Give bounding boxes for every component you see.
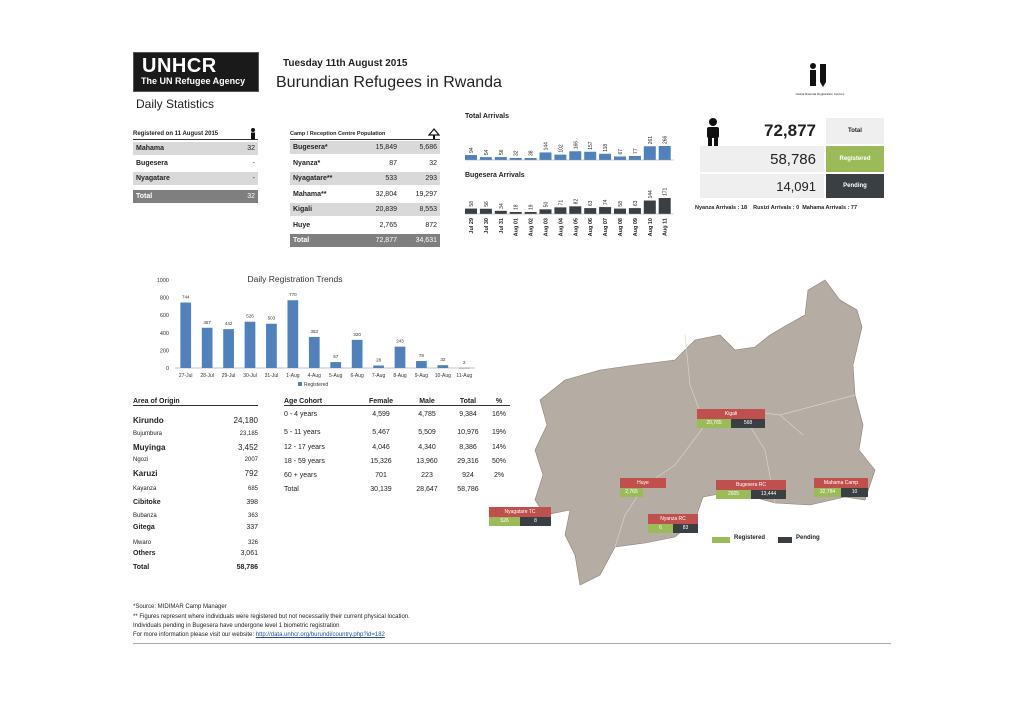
map-label-pending: 10 [841,488,868,497]
legend-registered-text: Registered [734,535,766,541]
age-cohort-row [284,429,510,436]
age-cohort-header [284,398,510,406]
logo-text: UNHCR [142,55,217,77]
area-of-origin-name: Gitega [133,524,155,531]
footer-more-info-text: For more information please visit our website: [133,632,255,638]
arrivals-date-label: Aug 11 [662,218,669,237]
trend-bar-value: 770 [289,292,297,298]
area-of-origin-value: 363 [247,513,258,519]
area-of-origin-value: 685 [247,486,258,492]
footer-source: *Source: MIDIMAR Camp Manager [133,604,227,610]
map-label-registered: 32,784 [814,488,841,497]
trend-x-tick: 31-Jul [264,373,279,379]
camp-row [290,172,440,185]
age-cohort-cell: 5 - 11 years [284,429,321,436]
bugesera-arrivals-bar [599,207,611,214]
bugesera-arrivals-title: Bugesera Arrivals [465,172,525,179]
age-cohort-cell: 18 - 59 years [284,458,325,465]
total-arrivals-bar [554,155,566,160]
age-cohort-header-cell: Total [459,398,477,405]
area-of-origin-row [133,540,258,546]
total-arrivals-value: 67 [618,148,624,155]
trend-y-tick: 800 [159,295,169,302]
area-of-origin-name: Mwaro [133,540,152,546]
total-arrivals-bar [614,156,626,160]
bugesera-arrivals-value: 18 [513,204,520,210]
trend-bar [202,328,213,368]
trend-bar [266,324,277,368]
age-cohort-cell: 19% [491,429,506,436]
area-of-origin-row [133,443,258,452]
age-cohort-header-cell: Age Cohort [284,398,323,405]
bugesera-arrivals-bar [659,198,671,214]
area-of-origin-value: 24,180 [233,416,258,425]
age-cohort-cell: 50% [491,458,506,465]
bugesera-arrivals-bar [644,201,656,214]
area-of-origin-name: Others [133,550,156,557]
trend-legend-text: Registered [304,382,329,388]
area-of-origin-name: Total [133,564,150,571]
total-arrivals-bar [569,151,581,160]
registered-row [133,172,258,185]
trend-bar-value: 67 [333,354,339,360]
pending-value: 14,091 [700,174,824,198]
total-arrivals-value: 157 [588,141,595,150]
age-cohort-cell: 924 [462,472,474,479]
trend-bar [245,322,256,368]
arrivals-date-label: Jul 29 [469,218,475,234]
bugesera-arrivals-bar [614,209,626,214]
age-cohort-row [284,411,510,418]
shelter-icon [428,128,440,140]
bugesera-arrivals-value: 34 [498,203,505,209]
age-cohort-cell [488,486,510,493]
camp-total-name: Total [293,237,310,244]
age-cohort-header-cell: % [495,398,503,405]
map-label-name: Nyanza RC [648,514,698,524]
registered-value: 58,786 [700,146,824,172]
trend-x-tick: 29-Jul [221,373,236,379]
arrivals-date-label: Aug 08 [618,218,624,237]
logo-subtitle: The UN Refugee Agency [141,76,246,86]
bugesera-arrivals-bar [510,212,522,214]
registered-row-value: - [252,160,255,167]
age-cohort-row [284,472,510,479]
bugesera-arrivals-bar [495,211,507,214]
arrivals-date-label: Aug 01 [513,218,520,237]
total-arrivals-bar [659,146,671,160]
camp-row-population: 2,765 [379,221,397,229]
camp-row [290,188,440,201]
age-cohort-cell: 14% [491,444,506,451]
footer-divider [133,643,891,644]
registered-row [133,142,258,155]
area-of-origin-name: Kayanza [133,486,157,492]
bugesera-arrivals-value: 19 [528,204,535,210]
trend-bar [330,362,341,368]
trend-bar-value: 320 [353,331,361,337]
age-cohort-cell: 4,785 [418,411,436,418]
total-arrivals-value: 32 [513,150,520,156]
trend-bar-value: 32 [440,357,446,363]
area-of-origin-name: Ngozi [133,457,149,463]
registered-row-value: 32 [247,145,255,152]
map-label-name: Nyagatare TC [489,507,551,517]
total-value: 72,877 [728,118,824,144]
area-of-origin-name: Karuzi [133,469,158,478]
arrivals-date-label: Aug 02 [528,218,535,237]
total-arrivals-bar [599,154,611,160]
total-arrivals-bar [495,157,507,160]
registered-row-name: Mahama [136,145,165,152]
registered-table-header [133,128,258,140]
summary-person-icon [703,118,723,146]
camp-row [290,157,440,170]
arrivals-date-label: Aug 05 [573,218,580,237]
age-cohort-cell: 8,386 [459,444,477,451]
bugesera-arrivals-bar [554,207,566,214]
arrivals-date-label: Jul 30 [483,218,490,234]
daily-registration-trends-chart [145,268,485,398]
camp-row-population: 20,839 [375,206,397,213]
bugesera-arrivals-value: 63 [632,200,639,207]
trend-bar [309,337,320,368]
registered-row-name: Nyagatare [136,175,170,182]
registered-row-value: - [252,175,255,182]
footer-note2: Individuals pending in Bugesera have undergone level 1 biometric registration [133,623,340,629]
map-label-name: Bugesera RC [716,480,786,490]
total-arrivals-bar [629,156,641,160]
total-arrivals-title: Total Arrivals [465,113,509,120]
bugesera-arrivals-value: 144 [647,190,654,199]
camp-total-secondary: 34,631 [415,237,437,244]
rwanda-map [525,275,925,595]
age-cohort-header-cell: Female [368,398,394,405]
bugesera-arrivals-value: 63 [588,200,595,207]
total-arrivals-bar [510,158,522,160]
age-cohort-cell: 5,509 [418,429,436,436]
age-cohort-cell: 223 [421,472,433,479]
camp-row-name: Mahama** [293,190,327,198]
trend-bar-value: 79 [418,353,424,359]
map-label-name: Huye [620,478,666,488]
trend-y-tick: 200 [159,348,169,355]
trend-x-tick: 30-Jul [243,373,257,379]
camp-row-population: 87 [389,159,397,167]
trend-y-tick: 0 [165,366,169,372]
registration-centre-caption: Global Rwanda Registration Centres [795,92,845,96]
registered-row [133,157,258,170]
trend-bar [288,300,299,368]
age-cohort-cell: 4,340 [418,444,436,451]
camp-row-name: Nyanza* [293,159,321,167]
area-of-origin-value: 337 [246,524,258,531]
trend-bar-value: 503 [267,315,276,321]
area-of-origin-value: 326 [247,540,258,546]
age-cohort-cell: 10,976 [457,429,479,436]
map-label-name: Kigali [697,409,765,419]
map-label-name: Mahama Camp [814,478,868,488]
registered-total-row [133,190,258,203]
registered-header-text: Registered on 11 August 2015 [133,130,219,137]
trend-bar [395,347,406,368]
map-label-registered: 2,765 [620,488,643,497]
trend-x-tick: 8-Aug [393,373,407,379]
camp-row-secondary: 293 [425,175,437,182]
person-icon [248,128,258,140]
bugesera-arrivals-bar [480,209,492,214]
age-cohort-cell: 5,467 [372,429,390,436]
camp-row [290,141,440,154]
age-cohort-row [284,486,510,493]
arrivals-date-label: Aug 03 [543,218,550,237]
camp-row-secondary: 5,686 [419,144,437,151]
daily-statistics-heading: Daily Statistics [136,97,215,111]
trend-bar [180,303,191,368]
area-of-origin-row [133,564,258,571]
trend-bar-value: 28 [376,357,382,363]
arrivals-date-label: Aug 09 [632,218,639,237]
area-of-origin-row [133,550,258,557]
camp-row-secondary: 19,297 [415,190,437,198]
arrivals-charts [460,118,690,258]
bugesera-arrivals-value: 50 [543,201,550,208]
trend-x-tick: 28-Jul [200,373,214,379]
total-arrivals-value: 118 [603,143,610,152]
area-of-origin-header: Area of Origin [133,398,258,406]
map-country-shape [535,280,875,585]
arrivals-date-label: Aug 06 [588,218,595,237]
bugesera-arrivals-value: 56 [483,201,490,207]
footer-more-info [133,632,385,638]
trend-y-tick: 600 [159,313,169,320]
trend-y-tick: 400 [159,330,169,337]
total-arrivals-bar [644,146,656,160]
trend-bar-value: 353 [310,328,319,334]
age-cohort-cell: 29,316 [457,458,479,465]
camp-total-population: 72,877 [375,237,397,244]
trend-bar-value: 442 [224,321,233,327]
bugesera-arrivals-value: 58 [618,201,624,207]
area-of-origin-value: 792 [244,469,258,478]
arrivals-date-label: Aug 07 [603,218,610,237]
camp-table-header [290,128,440,140]
area-of-origin-name: Muyinga [133,443,166,452]
total-arrivals-bar [540,152,552,160]
area-of-origin-value: 3,061 [240,550,258,557]
total-arrivals-value: 94 [469,147,475,154]
map-label-pending: 568 [731,419,765,428]
trend-bar [223,329,234,368]
camp-header-text: Camp / Reception Centre Population [290,130,386,137]
map-label-registered: 6 [648,524,673,533]
bugesera-arrivals-value: 71 [558,199,565,206]
footer-note1: ** Figures represent where individuals were registered but not necessarily their current physical location. [133,614,410,620]
total-arrivals-value: 166 [573,140,580,150]
total-arrivals-value: 77 [632,148,639,154]
camp-row-name: Huye [293,221,311,229]
camp-row-population: 32,804 [375,190,397,198]
camp-row-population: 533 [385,175,397,182]
bugesera-arrivals-value: 74 [603,199,610,206]
trend-x-tick: 27-Jul [178,373,193,379]
trend-x-tick: 5-Aug [329,373,343,379]
trend-chart-title: Daily Registration Trends [247,274,343,284]
trend-x-tick: 1-Aug [286,373,300,379]
camp-row-secondary: 32 [429,159,437,167]
registered-total-value: 32 [247,193,255,200]
age-cohort-cell: 2% [493,472,505,479]
page-title: Burundian Refugees in Rwanda [276,74,502,91]
footer-link[interactable]: http://data.unhcr.org/burundi/country.php?id=182 [255,632,385,638]
camp-row [290,203,440,216]
arrivals-date-label: Jul 31 [498,218,505,234]
trend-legend-swatch [298,382,302,386]
area-of-origin-name: Cibitoke [133,499,161,506]
arrivals-date-label: Aug 10 [647,218,654,237]
total-arrivals-value: 38 [528,150,535,156]
total-arrivals-bar [480,157,492,160]
camp-row-name: Nyagatare** [293,175,333,182]
bugesera-arrivals-value: 171 [662,187,669,196]
trend-bar [438,365,449,368]
age-cohort-cell: Total [284,486,299,493]
bugesera-arrivals-bar [525,212,537,214]
bugesera-arrivals-bar [629,208,641,214]
age-cohort-row [284,444,510,451]
area-of-origin-name: Bujumbura [133,431,163,437]
age-cohort-cell: 30,139 [370,486,392,493]
camp-total-row [290,234,440,247]
legend-registered-swatch [712,537,730,543]
age-cohort-cell: 4,599 [372,411,390,418]
camp-row-secondary: 8,553 [419,206,437,213]
age-cohort-cell: 58,786 [457,486,479,493]
trend-bar-value: 243 [396,338,404,344]
area-of-origin-row [133,499,258,506]
trend-x-tick: 7-Aug [371,373,386,379]
registration-centre-icon [805,62,831,88]
area-of-origin-row [133,431,258,437]
map-label-registered: 526 [489,517,520,526]
camp-row-secondary: 872 [425,221,437,229]
trend-bar [416,361,427,368]
total-arrivals-value: 144 [543,142,550,151]
map-label-pending: 83 [673,524,698,533]
area-of-origin-row [133,457,258,463]
area-of-origin-row [133,416,258,425]
age-cohort-cell: 60 + years [284,472,317,479]
age-cohort-cell: 0 - 4 years [284,411,318,418]
trend-x-tick: 11-Aug [456,373,473,379]
area-of-origin-value: 398 [246,499,258,506]
map-label-registered: 20,765 [697,419,731,428]
age-cohort-cell: 16% [491,411,506,418]
total-arrivals-value: 102 [558,144,565,153]
trend-bar-value: 526 [246,313,254,319]
registered-row-name: Bugesera [136,160,168,167]
total-label: Total [826,118,884,144]
age-cohort-cell: 13,960 [416,458,438,465]
age-cohort-row [284,458,510,465]
area-of-origin-row [133,469,258,478]
area-of-origin-value: 2007 [244,457,258,463]
legend-pending-swatch [778,537,792,543]
age-cohort-cell: 28,647 [416,486,438,493]
age-cohort-cell: 12 - 17 years [284,444,325,451]
bugesera-arrivals-bar [569,206,581,214]
pending-label: Pending [826,174,884,198]
total-arrivals-bar [465,155,477,160]
age-cohort-cell: 15,326 [370,458,392,465]
bugesera-arrivals-bar [465,209,477,214]
total-arrivals-bar [584,152,596,160]
area-of-origin-row [133,486,258,492]
area-of-origin-row [133,524,258,531]
area-of-origin-value: 3,452 [237,443,258,452]
camp-row-name: Bugesera* [293,144,328,151]
legend-pending-text: Pending [796,535,820,541]
arrivals-date-label: Aug 04 [558,218,565,237]
map-label-pending: 8 [520,517,551,526]
total-arrivals-value: 56 [498,149,505,156]
area-of-origin-row [133,513,258,519]
trend-x-tick: 9-Aug [414,373,429,379]
trend-bar [352,340,363,368]
area-of-origin-value: 23,185 [239,431,258,437]
area-of-origin-name: Kirundo [133,416,164,425]
map-label-registered: 2605 [716,490,751,499]
total-arrivals-value: 266 [662,135,669,144]
age-cohort-header-cell: Male [419,398,435,405]
report-date: Tuesday 11th August 2015 [283,58,408,69]
arrivals-summary-line: Nyanza Arrivals : 18 Rusizi Arrivals : 0 Mahama Arrivals : 77 [695,205,858,211]
trend-bar-value: 457 [203,319,211,325]
trend-bar-value: 2 [463,359,466,365]
registered-total-name: Total [136,193,153,200]
registered-label: Registered [826,146,884,172]
area-of-origin-name: Bubanza [133,513,157,519]
camp-row [290,219,440,232]
trend-bar-value: 744 [181,294,190,300]
trend-x-tick: 4-Aug [307,373,321,379]
trend-x-tick: 10-Aug [434,373,451,379]
total-arrivals-value: 261 [647,135,654,145]
bugesera-arrivals-bar [584,208,596,214]
total-arrivals-bar [525,158,537,160]
trend-y-tick: 1000 [156,278,169,284]
trend-bar [373,366,384,368]
bugesera-arrivals-bar [540,209,552,214]
unhcr-logo [133,52,259,92]
trend-x-tick: 6-Aug [350,373,364,379]
area-of-origin-value: 58,786 [236,564,258,571]
age-cohort-cell: 9,384 [459,411,477,418]
age-cohort-cell: 701 [375,472,387,479]
trend-bar [459,368,470,369]
map-label-pending: 13,444 [751,490,786,499]
bugesera-arrivals-value: 82 [573,198,580,205]
total-arrivals-value: 54 [483,149,490,156]
age-cohort-cell: 4,046 [372,444,390,451]
camp-row-population: 15,849 [375,144,397,151]
camp-row-name: Kigali [293,206,313,213]
bugesera-arrivals-value: 58 [469,201,475,207]
